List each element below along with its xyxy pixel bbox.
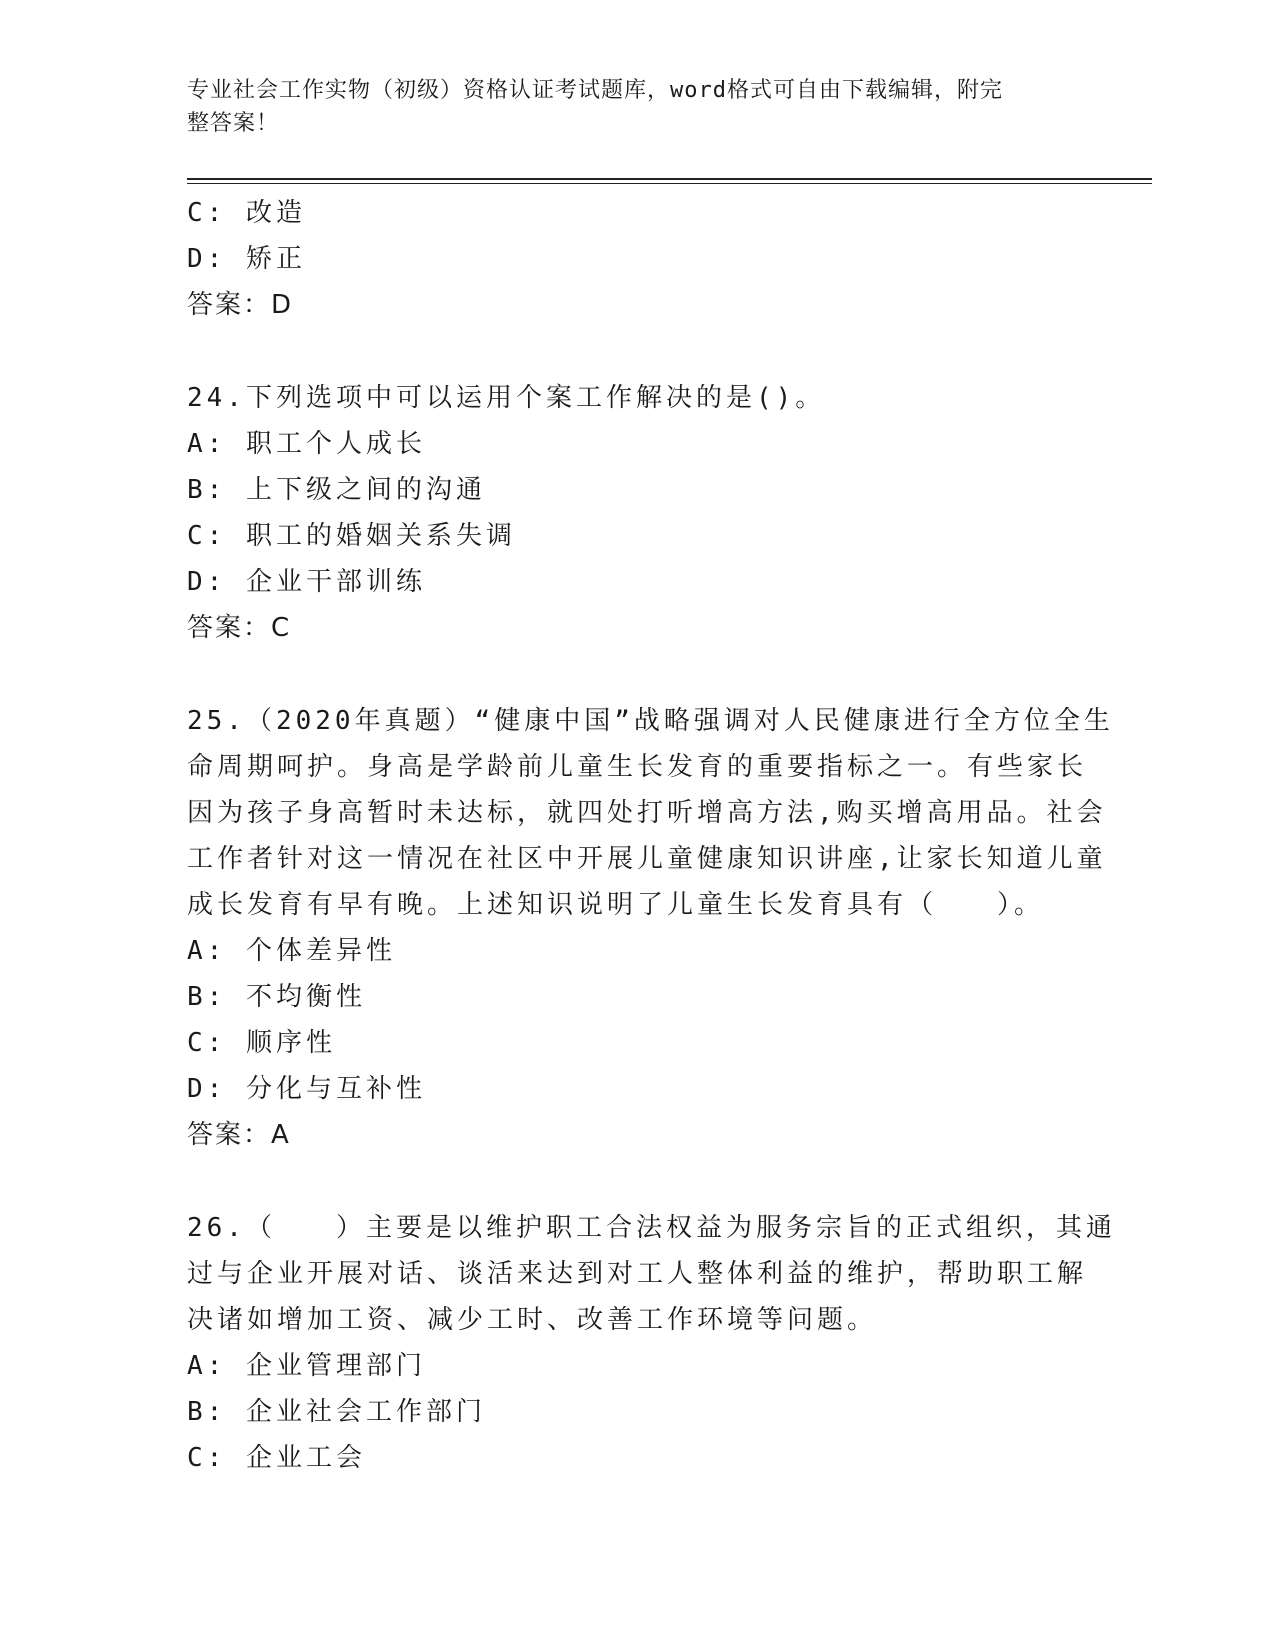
question-text xyxy=(187,698,1114,928)
question-line: 决诸如增加工资、减少工时、改善工作环境等问题。 xyxy=(187,1305,878,1335)
option-c: C: 企业工会 xyxy=(187,1443,366,1473)
option-c: C: 顺序性 xyxy=(187,1028,336,1058)
question-line: 26.（ ）主要是以维护职工合法权益为服务宗旨的正式组织，其通 xyxy=(187,1213,1116,1243)
header-rule-thin xyxy=(187,183,1152,184)
question-line: 25.（2020年真题）“健康中国”战略强调对人民健康进行全方位全生 xyxy=(187,706,1114,736)
question-line: 工作者针对这一情况在社区中开展儿童健康知识讲座,让家长知道儿童 xyxy=(187,844,1107,874)
option-c: C: 职工的婚姻关系失调 xyxy=(187,521,516,551)
question-26 xyxy=(187,1205,1116,1481)
option-a: A: 职工个人成长 xyxy=(187,429,426,459)
header-line-2: 整答案！ xyxy=(187,111,280,136)
option-b: B: 上下级之间的沟通 xyxy=(187,475,486,505)
question-text xyxy=(187,375,1087,421)
option-b: B: 企业社会工作部门 xyxy=(187,1397,486,1427)
answer-line: 答案：D xyxy=(187,290,294,320)
question-25 xyxy=(187,698,1114,1158)
question-line: 因为孩子身高暂时未达标，就四处打听增高方法,购买增高用品。社会 xyxy=(187,798,1107,828)
header-rule-thick xyxy=(187,178,1152,180)
option-d: D: 分化与互补性 xyxy=(187,1074,426,1104)
question-line: 成长发育有早有晚。上述知识说明了儿童生长发育具有（ ）。 xyxy=(187,890,1045,920)
prev-question xyxy=(187,190,1087,328)
question-line: 过与企业开展对话、谈活来达到对工人整体利益的维护，帮助职工解 xyxy=(187,1259,1088,1289)
answer-line: 答案：C xyxy=(187,613,292,643)
option-a: A: 企业管理部门 xyxy=(187,1351,426,1381)
question-line: 24.下列选项中可以运用个案工作解决的是()。 xyxy=(187,383,826,413)
option-a: A: 个体差异性 xyxy=(187,936,396,966)
option-b: B: 不均衡性 xyxy=(187,982,366,1012)
option-d: D: 矫正 xyxy=(187,244,306,274)
option-d: D: 企业干部训练 xyxy=(187,567,426,597)
question-line: 命周期呵护。身高是学龄前儿童生长发育的重要指标之一。有些家长 xyxy=(187,752,1088,782)
answer-line: 答案：A xyxy=(187,1120,291,1150)
header-line-1: 专业社会工作实物（初级）资格认证考试题库，word格式可自由下载编辑，附完 xyxy=(187,78,1003,103)
question-text xyxy=(187,1205,1116,1343)
page-header xyxy=(187,74,1067,140)
question-24 xyxy=(187,375,1087,651)
option-c: C: 改造 xyxy=(187,198,306,228)
question-content xyxy=(187,190,1116,1481)
